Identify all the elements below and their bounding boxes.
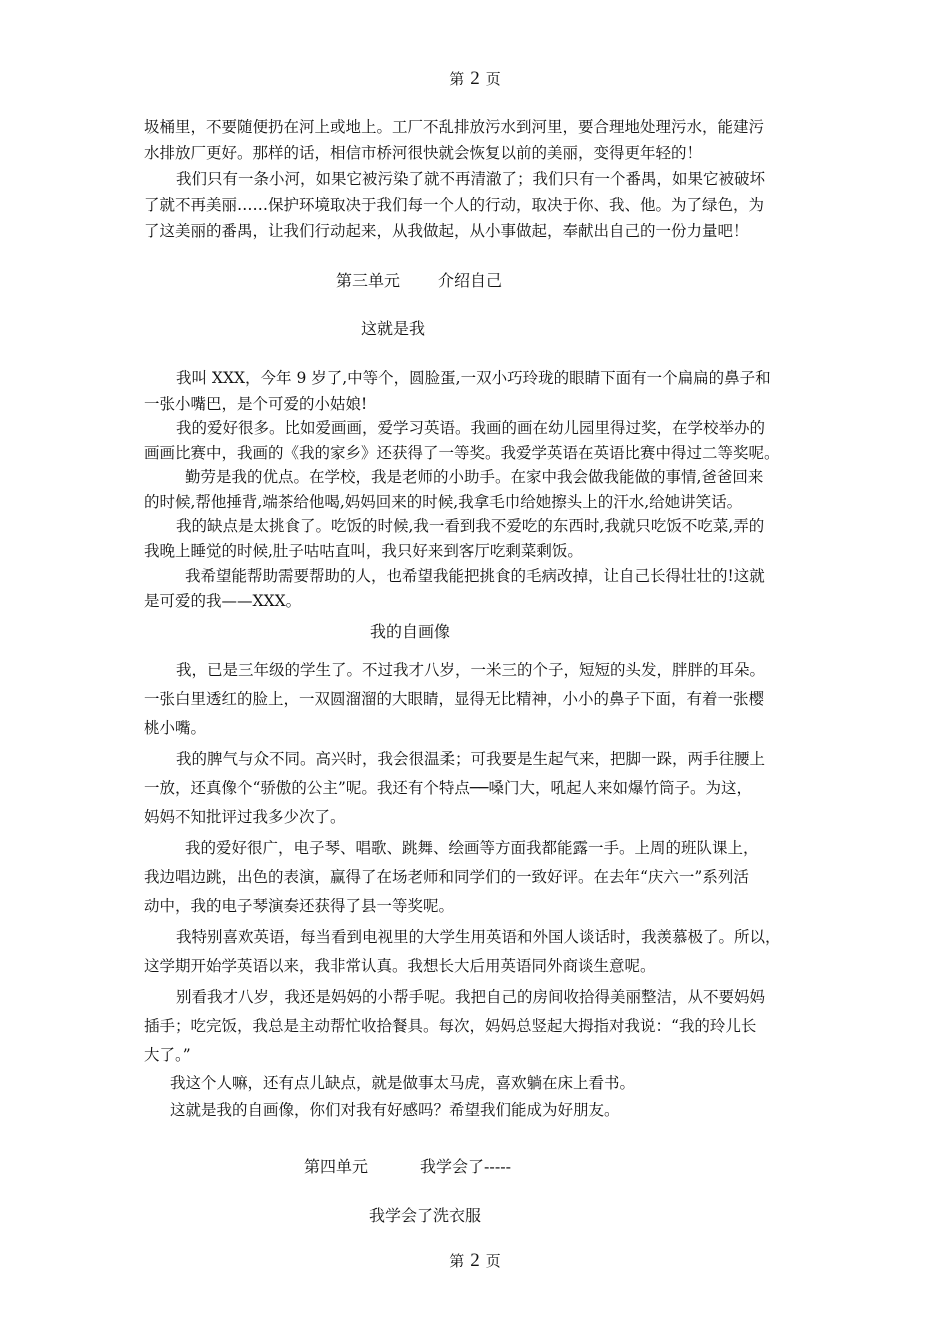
paragraph-line: 动中，我的电子琴演奏还获得了县一等奖呢。 [144,897,455,915]
paragraph-line: 一放，还真像个“骄傲的公主”呢。我还有个特点──嗓门大，吼起人来如爆竹筒子。为这， [144,779,753,797]
essay-title: 我的自画像 [370,622,451,641]
unit-title: 第三单元 [336,271,401,290]
unit-subtitle: 介绍自己 [438,271,503,290]
paragraph-line: 我这个人嘛，还有点儿缺点，就是做事太马虎，喜欢躺在床上看书。 [170,1074,636,1092]
paragraph-line: 我希望能帮助需要帮助的人，也希望我能把挑食的毛病改掉，让自己长得壮壮的!这就 [185,567,765,585]
paragraph-line: 我的脾气与众不同。高兴时，我会很温柔；可我要是生起气来，把脚一跺，两手往腰上 [176,750,766,768]
paragraph-line: 插手；吃完饭，我总是主动帮忙收拾餐具。每次，妈妈总竖起大拇指对我说：“我的玲儿长 [144,1017,757,1035]
paragraph-line: 这学期开始学英语以来，我非常认真。我想长大后用英语同外商谈生意呢。 [144,957,656,975]
paragraph-line: 一张小嘴巴，是个可爱的小姑娘! [144,395,368,413]
paragraph-line: 圾桶里，不要随便扔在河上或地上。工厂不乱排放污水到河里，要合理地处理污水，能建污 [144,118,765,136]
paragraph-line: 这就是我的自画像，你们对我有好感吗？希望我们能成为好朋友。 [170,1101,620,1119]
page-number: 2 [470,68,480,89]
paragraph-line: 水排放厂更好。那样的话，相信市桥河很快就会恢复以前的美丽，变得更年轻的！ [144,144,703,162]
paragraph-line: 的时候,帮他捶背,端茶给他喝,妈妈回来的时候,我拿毛巾给她擦头上的汗水,给她讲笑话。 [144,493,743,511]
paragraph-line: 了就不再美丽……保护环境取决于我们每一个人的行动，取决于你、我、他。为了绿色，为 [144,196,765,214]
page-footer-number [0,1250,950,1272]
page-header-number [0,68,950,90]
paragraph-line: 勤劳是我的优点。在学校，我是老师的小助手。在家中我会做我能做的事情,爸爸回来 [185,468,764,486]
paragraph-line: 我特别喜欢英语，每当看到电视里的大学生用英语和外国人谈话时，我羡慕极了。所以， [176,928,781,946]
paragraph-line: 我边唱边跳，出色的表演，赢得了在场老师和同学们的一致好评。在去年“庆六一”系列活 [144,868,749,886]
essay-title: 我学会了洗衣服 [369,1206,482,1225]
paragraph-line: 我晚上睡觉的时候,肚子咕咕直叫，我只好来到客厅吃剩菜剩饭。 [144,542,583,560]
unit-subtitle: 我学会了----- [420,1157,512,1176]
paragraph-line: 我的爱好很多。比如爱画画，爱学习英语。我画的画在幼儿园里得过奖，在学校举办的 [176,419,766,437]
paragraph-line: 我们只有一条小河，如果它被污染了就不再清澈了；我们只有一个番禺，如果它被破坏 [176,170,766,188]
paragraph-line: 我，已是三年级的学生了。不过我才八岁，一米三的个子，短短的头发，胖胖的耳朵。 [176,661,766,679]
paragraph-line: 妈妈不知批评过我多少次了。 [144,808,346,826]
page-prefix: 第 [449,1252,465,1270]
essay-title: 这就是我 [361,319,426,338]
paragraph-line: 大了。” [144,1046,191,1064]
paragraph-line: 我的爱好很广，电子琴、唱歌、跳舞、绘画等方面我都能露一手。上周的班队课上， [185,839,759,857]
page-suffix: 页 [485,70,501,88]
unit-title: 第四单元 [304,1157,369,1176]
paragraph-line: 了这美丽的番禺，让我们行动起来，从我做起，从小事做起，奉献出自己的一份力量吧！ [144,222,749,240]
page-prefix: 第 [449,70,465,88]
paragraph-line: 是可爱的我——XXX。 [144,592,302,610]
paragraph-line: 别看我才八岁，我还是妈妈的小帮手呢。我把自己的房间收拾得美丽整洁，从不要妈妈 [176,988,766,1006]
paragraph-line: 桃小嘴。 [144,719,207,737]
page-suffix: 页 [485,1252,501,1270]
page-number: 2 [470,1250,480,1271]
paragraph-line: 画画比赛中，我画的《我的家乡》还获得了一等奖。我爱学英语在英语比赛中得过二等奖呢。 [144,444,780,462]
paragraph-line: 我叫 XXX，今年 9 岁了,中等个，圆脸蛋,一双小巧玲珑的眼睛下面有一个扁扁的鼻子和 [176,369,771,387]
paragraph-line: 一张白里透红的脸上，一双圆溜溜的大眼睛，显得无比精神，小小的鼻子下面，有着一张樱 [144,690,765,708]
paragraph-line: 我的缺点是太挑食了。吃饭的时候,我一看到我不爱吃的东西时,我就只吃饭不吃菜,弄的 [176,517,765,535]
